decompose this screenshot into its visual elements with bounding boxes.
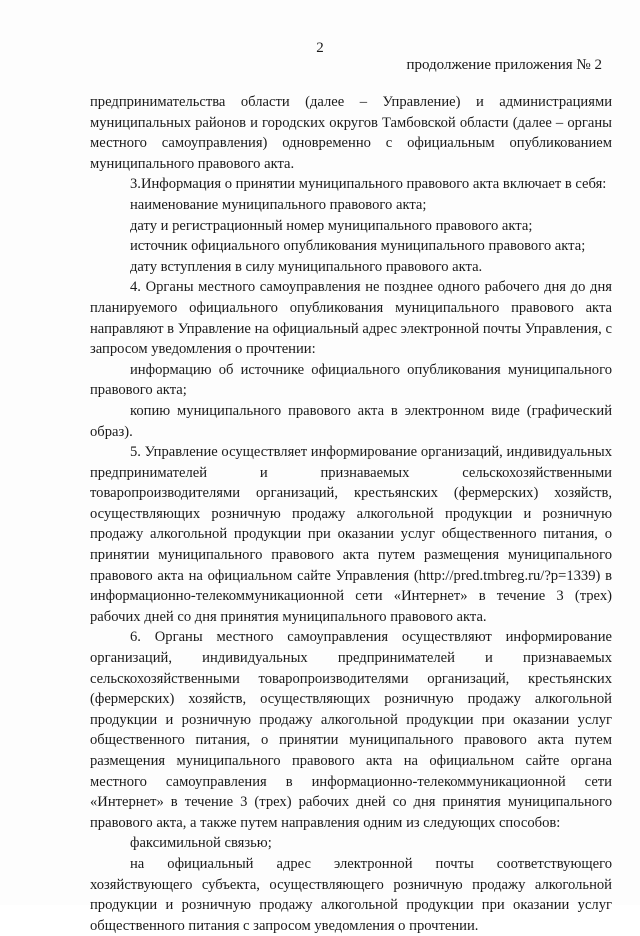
paragraph-4: 4. Органы местного самоуправления не позднее одного рабочего дня до дня планируемого официального опубликования муниципального правового акта направляют в Управление на официальный адрес электронной почты Управления, с запросом уведомления о прочтении: [90, 279, 612, 358]
list-item: копию муниципального правового акта в электронном виде (графический образ). [90, 402, 612, 440]
appendix-continuation-note: продолжение приложения № 2 [406, 57, 602, 73]
list-item: источник официального опубликования муниципального правового акта; [130, 238, 586, 255]
list-item: дату и регистрационный номер муниципального правового акта; [130, 217, 533, 234]
list-item: факсимильной связью; [130, 835, 272, 852]
list-item: информацию об источнике официального опубликования муниципального правового акта; [90, 361, 612, 399]
list-item: на официальный адрес электронной почты соответствующего хозяйствующего субъекта, осуществляющего розничную продажу алкогольной продукции и розничную продажу алкогольной продукции при оказании услуг общественного питания с запросом уведомления о прочтении. [90, 855, 612, 934]
document-body [90, 92, 612, 936]
paragraph-5: 5. Управление осуществляет информирование организаций, индивидуальных предпринимателей и признаваемых сельскохозяйственными товаропроизводителями организаций, крестьянских (фермерских) хозяйств, осуществляющих розничную продажу алкогольной продукции и розничную продажу алкогольной продукции при оказании услуг общественного питания, о принятии муниципального правового акта путем размещения муниципального правового акта на официальном сайте Управления (http://pred.tmbreg.ru/?p=1339) в информационно-телекоммуникационной сети «Интернет» в течение 3 (трех) рабочих дней со дня принятия муниципального правового акта. [90, 444, 612, 625]
paragraph-intro-continuation: предпринимательства области (далее – Управление) и администрациями муниципальных районов и городских округов Тамбовской области (далее – органы местного самоуправления) одновременно с официальным опубликованием муниципального правового акта. [90, 94, 612, 172]
list-item: наименование муниципального правового акта; [130, 196, 427, 213]
page-number: 2 [316, 40, 324, 56]
paragraph-3: 3.Информация о принятии муниципального правового акта включает в себя: [130, 176, 607, 193]
paragraph-6: 6. Органы местного самоуправления осуществляют информирование организаций, индивидуальных предпринимателей и признаваемых сельскохозяйственными товаропроизводителями организаций, крестьянских (фермерских) хозяйств, осуществляющих розничную продажу алкогольной продукции и розничную продажу алкогольной продукции при оказании услуг общественного питания, о принятии муниципального правового акта путем размещения муниципального правового акта на официальном сайте органа местного самоуправления в информационно-телекоммуникационной сети «Интернет» в течение 3 (трех) рабочих дней со дня принятия муниципального правового акта, а также путем направления одним из следующих способов: [90, 629, 612, 831]
list-item: дату вступления в силу муниципального правового акта. [130, 258, 483, 275]
